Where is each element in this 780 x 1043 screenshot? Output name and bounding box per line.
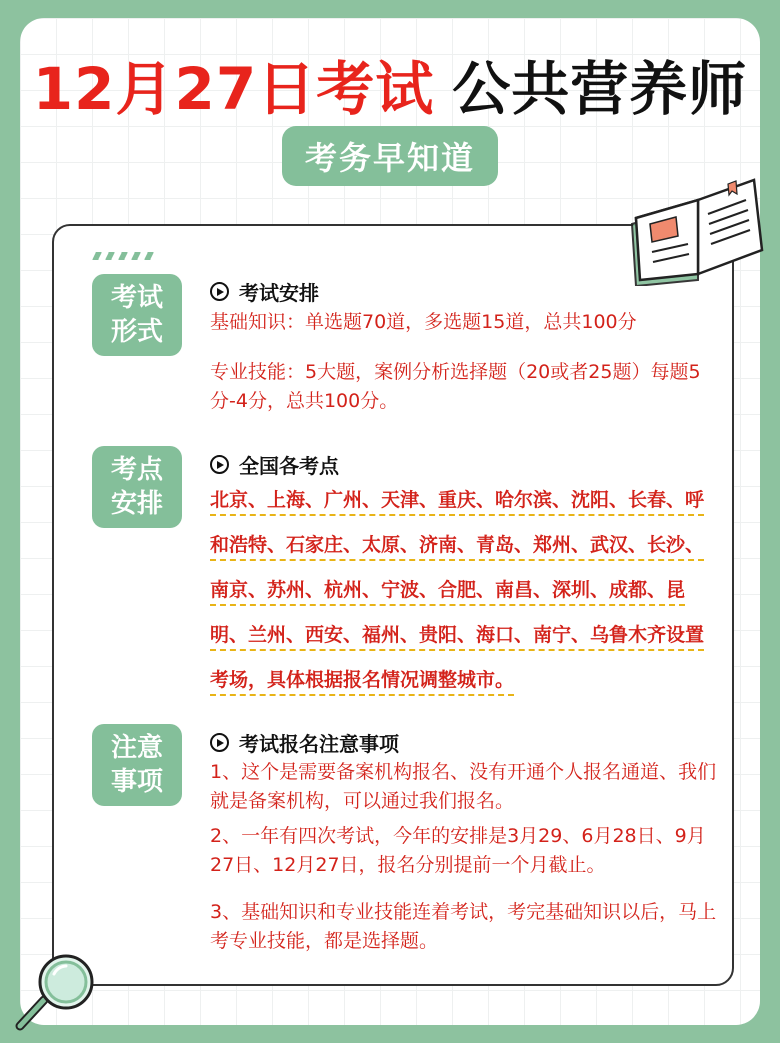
section-heading-exam-sites [210, 450, 339, 479]
badge-notes: 注意 事项 [92, 724, 182, 806]
section-heading-text: 考试安排 [239, 281, 319, 305]
arrow-circle-icon [210, 282, 229, 301]
section-heading-text: 考试报名注意事项 [239, 732, 399, 756]
section-heading-text: 全国各考点 [239, 454, 339, 478]
paragraph-note-3: 3、基础知识和专业技能连着考试，考完基础知识以后，马上考专业技能，都是选择题。 [210, 901, 717, 952]
title-subject: 公共营养师 [452, 55, 748, 123]
arrow-circle-icon [210, 455, 229, 474]
section-heading-registration-notes [210, 728, 399, 757]
section-heading-exam-arrangement [210, 277, 319, 306]
paragraph-note-1: 1、这个是需要备案机构报名、没有开通个人报名通道、我们就是备案机构，可以通过我们报名。 [210, 761, 717, 812]
decorative-dashes [92, 252, 160, 260]
arrow-circle-icon [210, 733, 229, 752]
magnifier-icon [14, 952, 100, 1032]
title-date: 12月27日考试 [32, 55, 435, 123]
badge-exam-format: 考试 形式 [92, 274, 182, 356]
city-list-text: 北京、上海、广州、天津、重庆、哈尔滨、沈阳、长春、呼和浩特、石家庄、太原、济南、青岛、郑州、武汉、长沙、南京、苏州、杭州、宁波、合肥、南昌、深圳、成都、昆明、兰州、西安、福州、贵阳、海口、南宁、乌鲁木齐设置考场，具体根据报名情况调整城市。 [210, 489, 705, 691]
paragraph-city-list [210, 478, 722, 703]
badge-exam-sites: 考点 安排 [92, 446, 182, 528]
paragraph-professional-skills: 专业技能：5大题，案例分析选择题（20或者25题）每题5分-4分，总共100分。 [210, 361, 701, 412]
subtitle-pill: 考务早知道 [282, 126, 498, 186]
page-title [0, 42, 780, 126]
open-book-icon [628, 176, 768, 286]
paragraph-basic-knowledge: 基础知识：单选题70道，多选题15道，总共100分 [210, 311, 637, 333]
paragraph-note-2: 2、一年有四次考试，今年的安排是3月29、6月28日、9月27日、12月27日，报名分别提前一个月截止。 [210, 825, 706, 876]
